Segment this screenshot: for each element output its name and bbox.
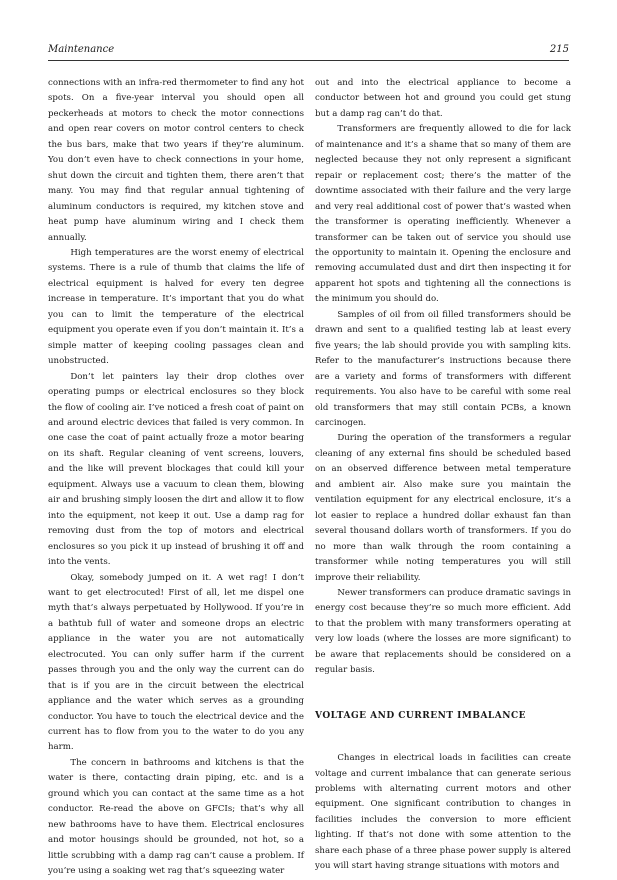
left-column xyxy=(48,76,304,880)
paragraph: Newer transformers can produce dramatic savings in energy cost because they’re so much more efficient. Add to that the problem with many transformers operating at very low loads (where the losses are more significant) to be aware that replacements should be considered on a regular basis. xyxy=(315,587,571,676)
paragraph: Okay, somebody jumped on it. A wet rag! I don’t want to get electrocuted! First of all, let me dispel one myth that’s always perpetuated by Hollywood. If you’re in a bathtub full of water and someone drops an electric appliance in the water you are not automatically electrocuted. You can only suffer harm if the current passes through you and the only way the current can do that is if you are in the circuit between the electrical appliance and the water which serves as a grounding conductor. You have to touch the electrical device and the current has to flow from you to the water to do you any harm. xyxy=(48,572,304,753)
right-column xyxy=(315,76,571,875)
header-rule xyxy=(48,60,569,61)
paragraph: During the operation of the transformers a regular cleaning of any external fins should be scheduled based on an observed difference between metal temperature and ambient air. Also make sure you maintain the ventilation equipment for any electrical enclosure, it’s a lot easier to replace a hundred dollar exhaust fan than several thousand dollars worth of transformers. If you do no more than walk through the room containing a transformer while noting temperatures you will still improve their reliability. xyxy=(315,433,571,583)
paragraph: out and into the electrical appliance to become a conductor between hot and ground you could get stung but a damp rag can’t do that. xyxy=(315,78,571,119)
page-number: 215 xyxy=(549,44,569,55)
paragraph: Transformers are frequently allowed to die for lack of maintenance and it’s a shame that so many of them are neglected because they not only represent a significant repair or replacement cost; there’s the matter of the downtime associated with their failure and the very large and very real additional cost of power that’s wasted when the transformer is operating inefficiently. Whenever a transformer can be taken out of service you should use the opportunity to maintain it. Opening the enclosure and removing accumulated dust and dirt then inspecting it for apparent hot spots and tightening all the connections is the minimum you should do. xyxy=(315,124,571,305)
paragraph: connections with an infra-red thermometer to find any hot spots. On a five-year interval you should open all peckerheads at motors to check the motor connections and open rear covers on motor control centers to check the bus bars, make that two years if they’re aluminum. You don’t even have to check connections in your home, shut down the circuit and tighten them, there aren’t that many. You may find that regular annual tightening of aluminum conductors is required, my kitchen stove and heat pump have aluminum wiring and I check them annually. xyxy=(48,78,304,243)
section-heading: VOLTAGE AND CURRENT IMBALANCE xyxy=(315,710,526,721)
paragraph: Changes in electrical loads in facilities can create voltage and current imbalance that can generate serious problems with alternating current motors and other equipment. One significant contribution to changes in facilities includes the conversion to more efficient lighting. If that’s not done with some attention to the share each phase of a three phase power supply is altered you will start having strange situations with motors and xyxy=(315,753,571,872)
paragraph: Don’t let painters lay their drop clothes over operating pumps or electrical enclosures so they block the flow of cooling air. I’ve noticed a fresh coat of paint on and around electric devices that failed is very common. In one case the coat of paint actually froze a motor bearing on its shaft. Regular cleaning of vent screens, louvers, and the like will prevent blockages that could kill your equipment. Always use a vacuum to clean them, blowing air and brushing simply loosen the dirt and allow it to flow into the equipment, not keep it out. Use a damp rag for removing dust from the top of motors and electrical enclosures so you pick it up instead of brushing it off and into the vents. xyxy=(48,371,304,568)
paragraph: Samples of oil from oil filled transformers should be drawn and sent to a qualified testing lab at least every five years; the lab should provide you with sampling kits. Refer to the manufacturer’s instructions because there are a variety and forms of transformers with different requirements. You also have to be careful with some real old transformers that may still contain PCBs, a known carcinogen. xyxy=(315,309,571,428)
running-title: Maintenance xyxy=(48,44,115,55)
paragraph: The concern in bathrooms and kitchens is that the water is there, contacting drain piping, etc. and is a ground which you can contact at the same time as a hot conductor. Re-read the above on GFCIs; that’s why all new bathrooms have to have them. Electrical enclosures and motor housings should be grounded, not hot, so a little scrubbing with a damp rag can’t cause a problem. If you’re using a soaking wet rag that’s squeezing water xyxy=(48,757,304,877)
paragraph: High temperatures are the worst enemy of electrical systems. There is a rule of thumb that claims the life of electrical equipment is halved for every ten degree increase in temperature. It’s important that you do what you can to limit the temperature of the electrical equipment you operate even if you don’t maintain it. It’s a simple matter of keeping cooling passages clean and unobstructed. xyxy=(48,247,304,367)
running-header xyxy=(48,44,569,58)
